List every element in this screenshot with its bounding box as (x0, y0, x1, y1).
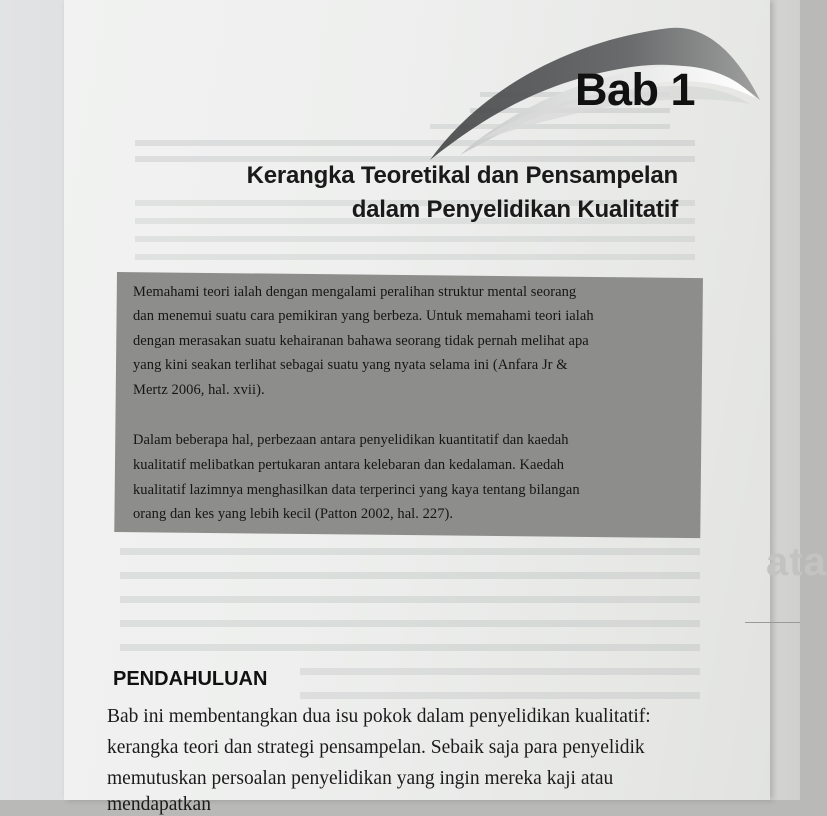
body-text-line: mendapatkan (107, 794, 211, 815)
quote-p1-line: Mertz 2006, hal. xvii). (133, 382, 265, 398)
quote-p1-line: Memahami teori ialah dengan mengalami peralihan struktur mental seorang (133, 284, 577, 300)
chapter-title-line-1: Kerangka Teoretikal dan Pensampelan (246, 162, 678, 189)
quote-p1-line: yang kini seakan terlihat sebagai suatu yang nyata selama ini (Anfara Jr & (133, 357, 568, 373)
body-text-line: kerangka teori dan strategi pensampelan. Sebaik saja para penyelidik (107, 737, 645, 758)
adjacent-page-rule (745, 622, 800, 623)
quote-p2-line: kualitatif melibatkan pertukaran antara kelebaran dan kedalaman. Kaedah (133, 457, 565, 473)
section-heading: PENDAHULUAN (113, 668, 268, 690)
quote-p2-line: orang dan kes yang lebih kecil (Patton 2002, hal. 227). (133, 506, 454, 522)
quote-p1-line: dan menemui suatu cara pemikiran yang berbeza. Untuk memahami teori ialah (133, 308, 594, 324)
adjacent-page-fragment: ata (766, 540, 827, 584)
quote-p2-line: Dalam beberapa hal, perbezaan antara penyelidikan kuantitatif dan kaedah (133, 432, 569, 448)
quote-p1-line: dengan merasakan suatu kehairanan bahawa seorang tidak pernah melihat apa (133, 333, 589, 349)
chapter-label: Bab 1 (575, 64, 696, 115)
body-text-line: Bab ini membentangkan dua isu pokok dalam penyelidikan kualitatif: (107, 706, 651, 727)
quote-p2-line: kualitatif lazimnya menghasilkan data terperinci yang kaya tentang bilangan (133, 482, 580, 498)
body-text-line: memutuskan persoalan penyelidikan yang ingin mereka kaji atau (107, 768, 614, 789)
chapter-title-line-2: dalam Penyelidikan Kualitatif (351, 196, 678, 223)
